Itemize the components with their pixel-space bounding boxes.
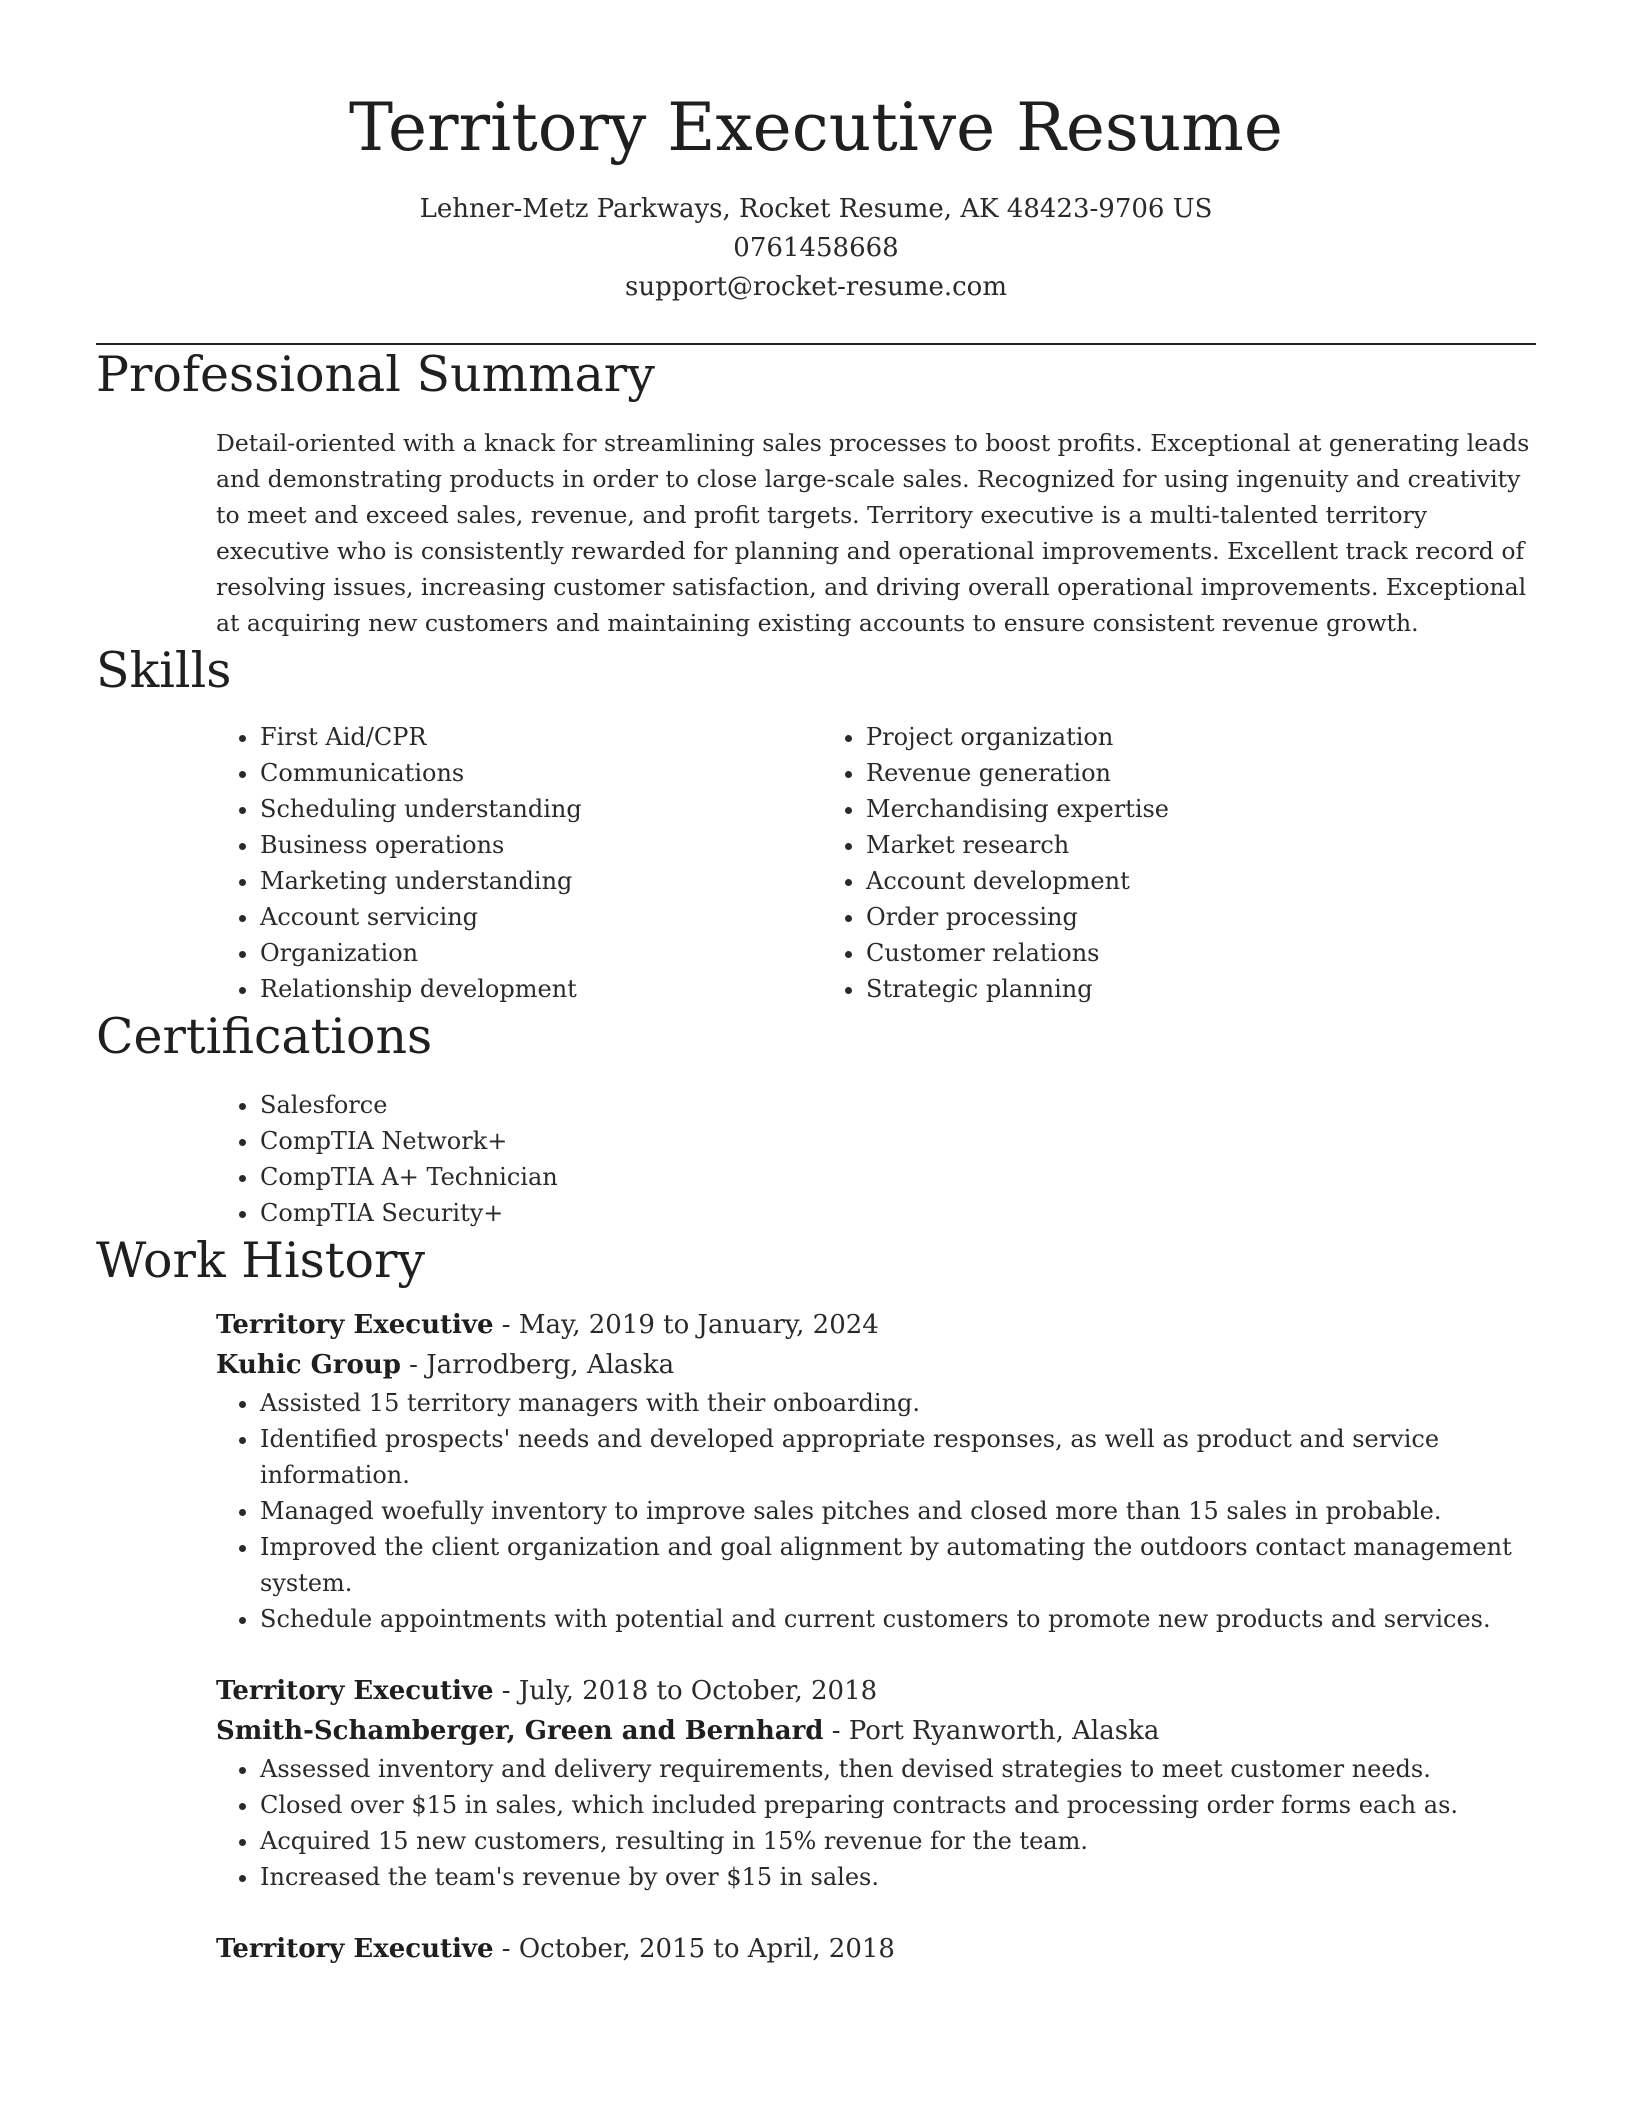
job-bullets xyxy=(216,1751,1536,1895)
skill-item: • Project organization xyxy=(866,719,1428,755)
job-company-line xyxy=(216,1345,1536,1385)
job-bullets xyxy=(216,1385,1536,1637)
certification-item: • CompTIA Network+ xyxy=(260,1123,1536,1159)
job-separator: - xyxy=(493,1310,519,1340)
job-title: Territory Executive xyxy=(216,1310,494,1340)
skill-item: • Relationship development xyxy=(260,971,822,1007)
job-bullet: • Improved the client organization and goal alignment by automating the outdoors contact management system. xyxy=(260,1529,1536,1601)
skill-item: • Customer relations xyxy=(866,935,1428,971)
skills-columns xyxy=(216,719,1536,1007)
skill-item: • Order processing xyxy=(866,899,1428,935)
skill-item: • Strategic planning xyxy=(866,971,1428,1007)
job-title-line xyxy=(216,1305,1536,1345)
certification-item: • CompTIA A+ Technician xyxy=(260,1159,1536,1195)
job-entry xyxy=(216,1305,1536,1637)
certifications-block xyxy=(216,1087,1536,1231)
skill-item: • Revenue generation xyxy=(866,755,1428,791)
contact-block xyxy=(96,190,1536,307)
skill-item: • Market research xyxy=(866,827,1428,863)
job-bullet: • Managed woefully inventory to improve sales pitches and closed more than 15 sales in probable. xyxy=(260,1493,1536,1529)
job-dates: May, 2019 to January, 2024 xyxy=(518,1310,879,1340)
skill-item: • Account development xyxy=(866,863,1428,899)
skill-item: • Communications xyxy=(260,755,822,791)
job-bullet: • Assessed inventory and delivery requirements, then devised strategies to meet customer needs. xyxy=(260,1751,1536,1787)
job-location: Jarrodberg, Alaska xyxy=(426,1350,675,1380)
skill-item: • First Aid/CPR xyxy=(260,719,822,755)
job-company-line xyxy=(216,1711,1536,1751)
resume-title: Territory Executive Resume xyxy=(349,89,1283,166)
contact-email: support@rocket-resume.com xyxy=(624,272,1007,302)
job-bullet: • Assisted 15 territory managers with their onboarding. xyxy=(260,1385,1536,1421)
summary-text: Detail-oriented with a knack for streamlining sales processes to boost profits. Exceptional at generating leads and demonstrating products in order to close large-scale sales. Recognized for using ingenuity and creativity to meet and exceed sales, revenue, and profit targets. Territory executive is a multi-talented territory executive who is consistently rewarded for planning and operational improvements. Excellent track record of resolving issues, increasing customer satisfaction, and driving overall operational improvements. Exceptional at acquiring new customers and maintaining existing accounts to ensure consistent revenue growth. xyxy=(216,429,1530,637)
job-company: Smith-Schamberger, Green and Bernhard xyxy=(216,1716,824,1746)
certifications-list xyxy=(216,1087,1536,1231)
resume-page xyxy=(96,0,1536,1969)
skills-list-right xyxy=(822,719,1428,1007)
skill-item: • Marketing understanding xyxy=(260,863,822,899)
contact-phone: 0761458668 xyxy=(733,233,899,263)
job-bullet: • Increased the team's revenue by over $15 in sales. xyxy=(260,1859,1536,1895)
summary-heading: Professional Summary xyxy=(96,346,655,403)
job-dates: October, 2015 to April, 2018 xyxy=(518,1934,895,1964)
job-separator: - xyxy=(493,1676,519,1706)
skill-item: • Scheduling understanding xyxy=(260,791,822,827)
contact-address: Lehner-Metz Parkways, Rocket Resume, AK 48423-9706 US xyxy=(419,194,1213,224)
skill-item: • Account servicing xyxy=(260,899,822,935)
job-location: Port Ryanworth, Alaska xyxy=(848,1716,1160,1746)
job-entry xyxy=(216,1671,1536,1895)
job-bullet: • Schedule appointments with potential and current customers to promote new products and services. xyxy=(260,1601,1536,1637)
job-dates: July, 2018 to October, 2018 xyxy=(518,1676,878,1706)
job-title: Territory Executive xyxy=(216,1676,494,1706)
job-title-line xyxy=(216,1929,1536,1969)
job-company: Kuhic Group xyxy=(216,1350,401,1380)
certification-item: • Salesforce xyxy=(260,1087,1536,1123)
skill-item: • Business operations xyxy=(260,827,822,863)
job-separator: - xyxy=(400,1350,427,1380)
job-entry xyxy=(216,1929,1536,1969)
job-title: Territory Executive xyxy=(216,1934,494,1964)
skills-heading: Skills xyxy=(96,642,232,699)
work-history-heading: Work History xyxy=(96,1232,426,1289)
job-separator: - xyxy=(493,1934,519,1964)
job-title-line xyxy=(216,1671,1536,1711)
certifications-heading: Certifications xyxy=(96,1008,433,1065)
job-separator: - xyxy=(823,1716,849,1746)
certification-item: • CompTIA Security+ xyxy=(260,1195,1536,1231)
job-bullet: • Closed over $15 in sales, which included preparing contracts and processing order forms each as. xyxy=(260,1787,1536,1823)
skill-item: • Merchandising expertise xyxy=(866,791,1428,827)
skill-item: • Organization xyxy=(260,935,822,971)
job-bullet: • Identified prospects' needs and developed appropriate responses, as well as product and service information. xyxy=(260,1421,1536,1493)
job-bullet: • Acquired 15 new customers, resulting in 15% revenue for the team. xyxy=(260,1823,1536,1859)
skills-list-left xyxy=(216,719,822,1007)
